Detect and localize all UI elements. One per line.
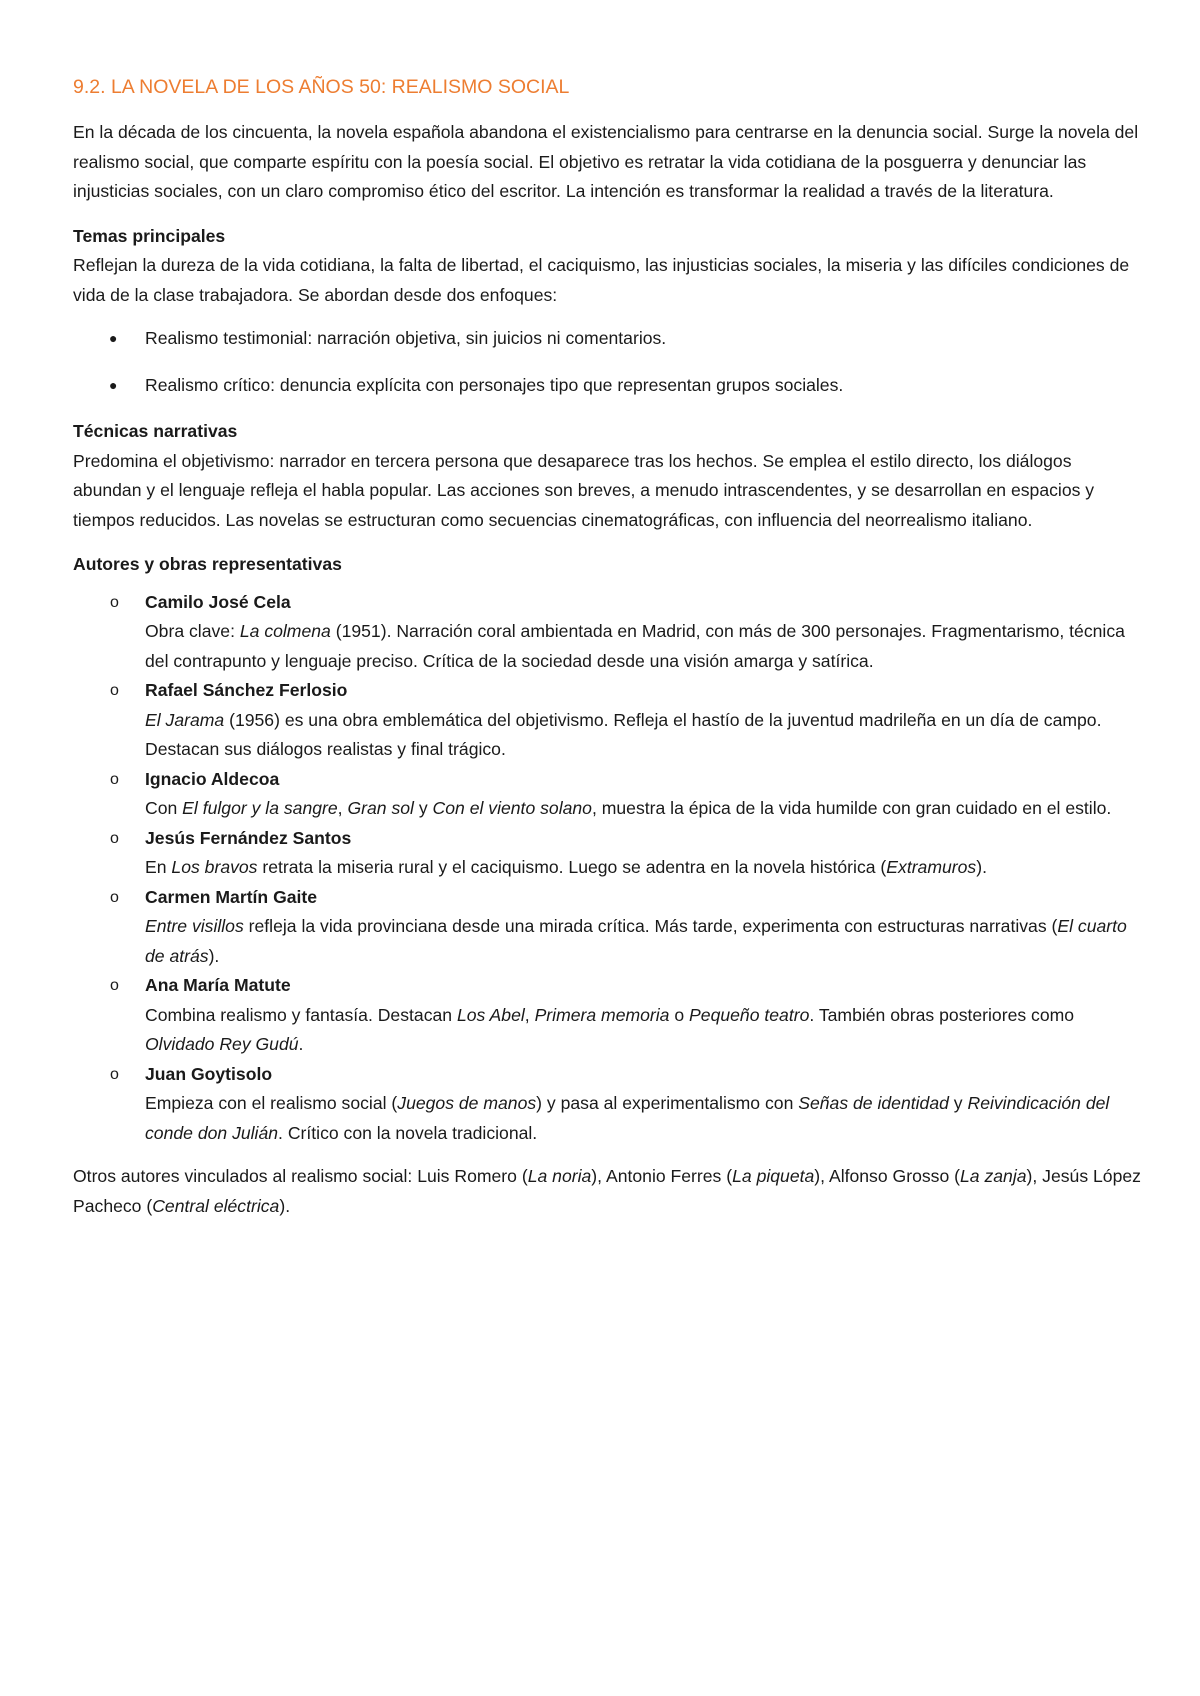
work-title: Señas de identidad: [798, 1093, 949, 1113]
document-page: [73, 74, 1143, 1236]
autores-section: [73, 550, 1143, 580]
text-fragment: ,: [337, 798, 348, 818]
author-item: [73, 971, 1143, 1060]
author-item: [73, 676, 1143, 765]
circle-bullet-icon: o: [110, 977, 119, 994]
author-name: Ignacio Aldecoa: [145, 768, 280, 789]
temas-heading: Temas principales: [73, 225, 226, 246]
text-fragment: ,: [524, 1004, 535, 1025]
bullet-icon: ●: [109, 376, 118, 393]
work-title: La zanja: [960, 1166, 1027, 1186]
work-title: Extramuros: [886, 857, 977, 877]
circle-bullet-icon: o: [110, 770, 119, 788]
circle-bullet-icon: o: [110, 593, 119, 611]
work-title: Los bravos: [171, 857, 258, 877]
work-title: Primera memoria: [534, 1004, 670, 1025]
text-fragment: . También obras posteriores como: [809, 1004, 1075, 1025]
work-title: Olvidado Rey Gudú: [145, 1034, 299, 1054]
list-item: [73, 324, 1143, 354]
text-fragment: (1951). Narración coral ambientada en Madrid, con más de 300 personajes. Fragmentarismo, técnica del contrapunto y lenguaje preciso. Crítica de la sociedad desde una visión amarga y satírica.: [145, 621, 1125, 671]
text-fragment: ), Alfonso Grosso (: [814, 1166, 960, 1186]
autores-heading: Autores y obras representativas: [73, 554, 342, 574]
temas-bullet-list: [73, 324, 1143, 400]
work-title: Con el viento solano: [432, 798, 592, 818]
work-title: Gran sol: [347, 798, 414, 818]
tecnicas-text: Predomina el objetivismo: narrador en tercera persona que desaparece tras los hechos. Se emplea el estilo directo, los diálogos abundan y el lenguaje refleja el habla popular. Las acciones son breves, a menudo intrascendentes, y se desarrollan en espacios y tiempos reducidos. Las novelas se estructuran como secuencias cinematográficas, con influencia del neorrealismo italiano.: [73, 450, 1095, 530]
bullet-icon: ●: [109, 330, 118, 346]
text-fragment: Obra clave:: [145, 621, 240, 641]
author-item: [73, 588, 1143, 677]
text-fragment: retrata la miseria rural y el caciquismo. Luego se adentra en la novela histórica (: [257, 857, 887, 877]
text-fragment: Otros autores vinculados al realismo social: Luis Romero (: [73, 1166, 528, 1186]
text-fragment: ), Jesús López Pacheco (: [73, 1166, 1141, 1216]
list-item: [73, 371, 1143, 401]
text-fragment: Combina realismo y fantasía. Destacan: [145, 1004, 457, 1025]
author-item: [73, 824, 1143, 883]
circle-bullet-icon: o: [110, 1065, 119, 1083]
author-name: Rafael Sánchez Ferlosio: [145, 680, 348, 700]
author-description: [145, 621, 1125, 671]
circle-bullet-icon: o: [110, 682, 119, 699]
tecnicas-section: [73, 417, 1143, 535]
text-fragment: refleja la vida provinciana desde una mirada crítica. Más tarde, experimenta con estructuras narrativas (: [243, 916, 1058, 936]
text-fragment: ) y pasa al experimentalismo con: [536, 1093, 799, 1113]
text-fragment: Con: [145, 798, 183, 818]
text-fragment: (1956) es una obra emblemática del objetivismo. Refleja el hastío de la juventud madrileña en un día de campo. Destacan sus diálogos realistas y final trágico.: [145, 709, 1102, 759]
author-description: [145, 1005, 1074, 1055]
work-title: Central eléctrica: [152, 1195, 280, 1216]
tecnicas-heading: Técnicas narrativas: [73, 421, 238, 441]
author-description: [145, 798, 1111, 818]
circle-bullet-icon: o: [110, 829, 119, 847]
text-fragment: , muestra la épica de la vida humilde con gran cuidado en el estilo.: [591, 798, 1112, 818]
text-fragment: En: [145, 857, 172, 877]
bullet-text: Realismo testimonial: narración objetiva, sin juicios ni comentarios.: [145, 328, 667, 348]
work-title: La noria: [527, 1166, 592, 1186]
text-fragment: ), Antonio Ferres (: [591, 1166, 733, 1186]
text-fragment: .: [298, 1034, 304, 1054]
page-title: 9.2. LA NOVELA DE LOS AÑOS 50: REALISMO SOCIAL: [73, 76, 570, 98]
text-fragment: y: [948, 1093, 968, 1113]
author-name: Ana María Matute: [145, 975, 291, 995]
author-name: Jesús Fernández Santos: [145, 827, 352, 848]
work-title: Entre visillos: [145, 916, 244, 936]
author-name: Juan Goytisolo: [145, 1063, 273, 1084]
author-name: Carmen Martín Gaite: [145, 886, 318, 907]
work-title: La colmena: [239, 621, 331, 641]
author-description: [145, 1093, 1109, 1143]
author-description: [145, 857, 987, 877]
author-name: Camilo José Cela: [145, 591, 291, 612]
work-title: Pequeño teatro: [689, 1004, 810, 1025]
work-title: Reivindicación del conde don Julián: [145, 1093, 1110, 1143]
temas-text: Reflejan la dureza de la vida cotidiana, la falta de libertad, el caciquismo, las injusticias sociales, la miseria y las difíciles condiciones de vida de la clase trabajadora. Se abordan desde dos enfoques:: [73, 255, 1130, 305]
work-title: El cuarto de atrás: [145, 916, 1127, 966]
text-fragment: ).: [976, 857, 987, 877]
author-description: [145, 916, 1127, 966]
author-item: [73, 883, 1143, 972]
work-title: El Jarama: [145, 709, 225, 730]
work-title: Juegos de manos: [397, 1093, 537, 1113]
authors-list: [73, 588, 1143, 1149]
text-fragment: y: [413, 798, 433, 818]
text-fragment: ).: [208, 945, 220, 966]
author-description: [145, 710, 1101, 760]
work-title: Los Abel: [456, 1004, 525, 1025]
work-title: La piqueta: [732, 1166, 815, 1186]
text-fragment: Empieza con el realismo social (: [145, 1093, 398, 1113]
author-item: [73, 765, 1143, 824]
work-title: El fulgor y la sangre: [182, 798, 338, 818]
temas-section: [73, 222, 1143, 311]
author-item: [73, 1060, 1143, 1149]
bullet-text: Realismo crítico: denuncia explícita con personajes tipo que representan grupos sociales.: [145, 374, 844, 395]
circle-bullet-icon: o: [110, 888, 119, 906]
text-fragment: . Crítico con la novela tradicional.: [278, 1122, 538, 1143]
otros-paragraph: [73, 1162, 1143, 1221]
text-fragment: o: [669, 1004, 690, 1025]
text-fragment: ).: [279, 1195, 291, 1216]
intro-paragraph: En la década de los cincuenta, la novela española abandona el existencialismo para centrarse en la denuncia social. Surge la novela del realismo social, que comparte espíritu con la poesía social. El objetivo es retratar la vida cotidiana de la posguerra y denunciar las injusticias sociales, con un claro compromiso ético del escritor. La intención es transformar la realidad a través de la literatura.: [73, 122, 1139, 201]
